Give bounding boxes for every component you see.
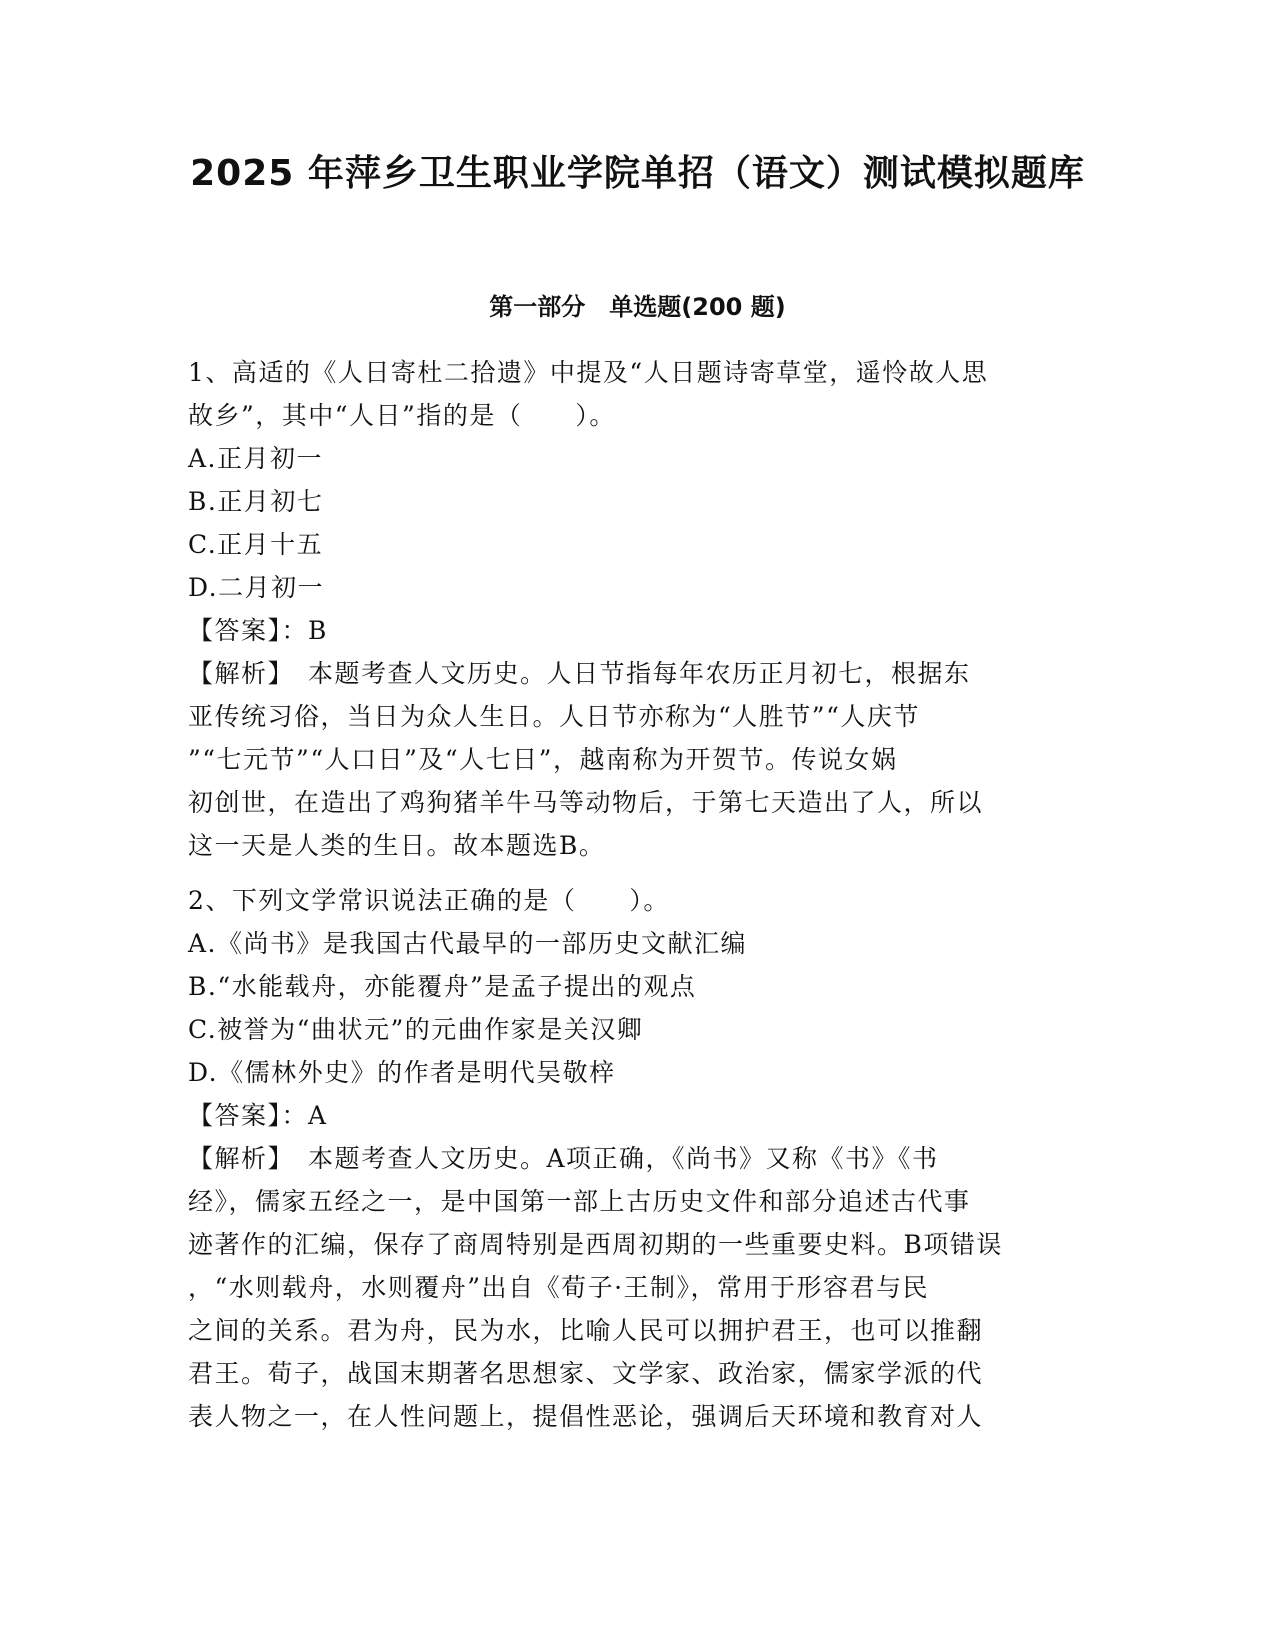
analysis-line: ，“水则载舟，水则覆舟”出自《荀子·王制》，常用于形容君与民 xyxy=(188,1273,930,1302)
question-list xyxy=(188,351,1088,1438)
analysis-line: 君王。荀子，战国末期著名思想家、文学家、政治家，儒家学派的代 xyxy=(188,1359,984,1388)
option-c: C.正月十五 xyxy=(188,530,324,559)
option-d: D.二月初一 xyxy=(188,573,325,602)
option-a: A.正月初一 xyxy=(188,444,324,473)
question-block xyxy=(188,351,1088,867)
document-title: 2025 年萍乡卫生职业学院单招（语文）测试模拟题库 xyxy=(190,153,1085,194)
analysis-line: 初创世，在造出了鸡狗猪羊牛马等动物后，于第七天造出了人，所以 xyxy=(188,788,984,817)
option-c: C.被誉为“曲状元”的元曲作家是关汉卿 xyxy=(188,1015,644,1044)
answer-line: 【答案】：A xyxy=(188,1101,328,1130)
question-stem-line: 故乡”，其中“人日”指的是（ ）。 xyxy=(188,401,616,430)
option-b: B.正月初七 xyxy=(188,487,324,516)
analysis-line: 这一天是人类的生日。故本题选B。 xyxy=(188,831,606,860)
option-b: B.“水能载舟，亦能覆舟”是孟子提出的观点 xyxy=(188,972,697,1001)
option-a: A.《尚书》是我国古代最早的一部历史文献汇编 xyxy=(188,929,748,958)
analysis-line: 表人物之一，在人性问题上，提倡性恶论，强调后天环境和教育对人 xyxy=(188,1402,984,1431)
analysis-line: 经》，儒家五经之一，是中国第一部上古历史文件和部分追述古代事 xyxy=(188,1187,971,1216)
question-stem-line: 1、高适的《人日寄杜二拾遗》中提及“人日题诗寄草堂，遥怜故人思 xyxy=(188,358,989,387)
option-d: D.《儒林外史》的作者是明代吴敬梓 xyxy=(188,1058,616,1087)
section-heading: 第一部分 单选题(200 题) xyxy=(489,293,786,321)
analysis-line: 【解析】 本题考查人文历史。人日节指每年农历正月初七，根据东 xyxy=(188,659,971,688)
analysis-line: 亚传统习俗，当日为众人生日。人日节亦称为“人胜节”“人庆节 xyxy=(188,702,920,731)
answer-line: 【答案】：B xyxy=(188,616,328,645)
question-block xyxy=(188,879,1088,1438)
analysis-line: 之间的关系。君为舟，民为水，比喻人民可以拥护君王，也可以推翻 xyxy=(188,1316,984,1345)
analysis-line: 迹著作的汇编，保存了商周特别是西周初期的一些重要史料。B项错误 xyxy=(188,1230,1003,1259)
question-stem-line: 2、下列文学常识说法正确的是（ ）。 xyxy=(188,886,670,915)
analysis-line: ”“七元节”“人口日”及“人七日”，越南称为开贺节。传说女娲 xyxy=(188,745,898,774)
question-separator xyxy=(188,867,1088,879)
analysis-line: 【解析】 本题考查人文历史。A项正确，《尚书》又称《书》《书 xyxy=(188,1144,939,1173)
